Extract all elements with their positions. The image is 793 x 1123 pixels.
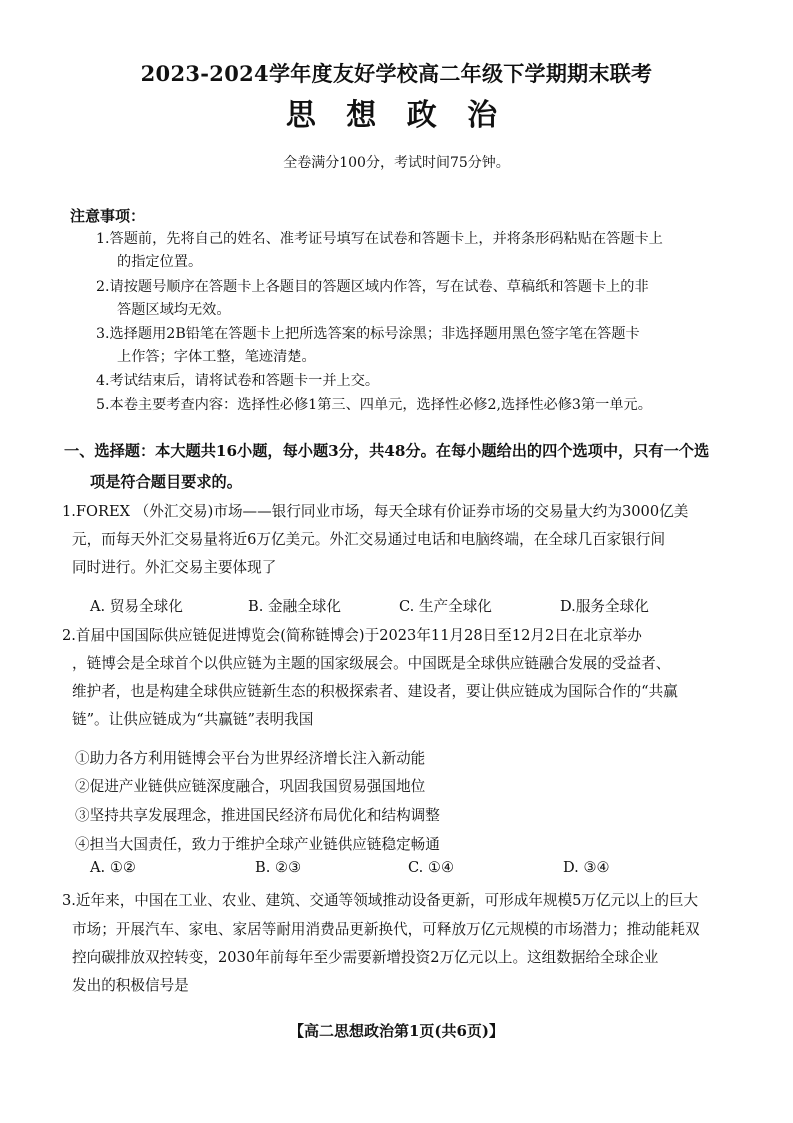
question-2-line: 2.首届中国国际供应链促进博览会(简称链博会)于2023年11月28日至12月2日在北京举办 xyxy=(62,627,642,644)
question-1-option-a: A. 贸易全球化 xyxy=(90,598,183,615)
question-2-statement-2: ②促进产业链供应链深度融合，巩固我国贸易强国地位 xyxy=(75,778,426,795)
notice-heading: 注意事项： xyxy=(70,207,146,225)
notice-item-3-cont: 上作答；字体工整，笔迹清楚。 xyxy=(117,349,316,365)
question-1-line: 1.FOREX （外汇交易)市场——银行同业市场，每天全球有价证券市场的交易量大约为3000亿美 xyxy=(62,503,689,520)
question-2-option-b: B. ②③ xyxy=(255,859,302,876)
notice-item-5: 5.本卷主要考查内容：选择性必修1第三、四单元，选择性必修2,选择性必修3第一单元。 xyxy=(96,397,652,413)
question-1-option-c: C. 生产全球化 xyxy=(399,598,492,615)
question-3-line: 3.近年来，中国在工业、农业、建筑、交通等领域推动设备更新，可形成年规模5万亿元以上的巨大 xyxy=(62,892,699,909)
notice-item-2-cont: 答题区域均无效。 xyxy=(117,302,231,318)
question-3-line: 市场；开展汽车、家电、家居等耐用消费品更新换代，可释放万亿元规模的市场潜力；推动能耗双 xyxy=(72,921,700,938)
notice-item-4: 4.考试结束后，请将试卷和答题卡一并上交。 xyxy=(96,373,380,389)
question-2-statement-1: ①助力各方利用链博会平台为世界经济增长注入新动能 xyxy=(75,750,426,767)
question-2-option-c: C. ①④ xyxy=(408,859,455,876)
notice-item-2: 2.请按题号顺序在答题卡上各题目的答题区域内作答，写在试卷、草稿纸和答题卡上的非 xyxy=(96,279,649,295)
question-1-line: 同时进行。外汇交易主要体现了 xyxy=(72,559,277,576)
question-2-statement-4: ④担当大国责任，致力于维护全球产业链供应链稳定畅通 xyxy=(75,836,440,853)
question-3-line: 控向碳排放双控转变，2030年前每年至少需要新增投资2万亿元以上。这组数据给全球企业 xyxy=(72,949,659,966)
section-heading-cont: 项是符合题目要求的。 xyxy=(90,473,242,491)
question-2-line: 维护者，也是构建全球供应链新生态的积极探索者、建设者，要让供应链成为国际合作的“共赢 xyxy=(72,683,678,700)
notice-item-1-cont: 的指定位置。 xyxy=(117,254,203,270)
page-footer: 【高二思想政治第1页(共6页)】 xyxy=(288,1022,505,1040)
question-2-option-d: D. ③④ xyxy=(563,859,610,876)
exam-title: 2023-2024学年度友好学校高二年级下学期期末联考 xyxy=(140,61,653,86)
notice-item-3: 3.选择题用2B铅笔在答题卡上把所选答案的标号涂黑；非选择题用黑色签字笔在答题卡 xyxy=(96,326,640,342)
question-1-option-b: B. 金融全球化 xyxy=(248,598,341,615)
section-heading: 一、选择题：本大题共16小题，每小题3分，共48分。在每小题给出的四个选项中，只有一个选 xyxy=(64,442,710,460)
question-3-line: 发出的积极信号是 xyxy=(72,977,189,994)
exam-subject: 思 想 政 治 xyxy=(285,98,508,133)
notice-item-1: 1.答题前，先将自己的姓名、准考证号填写在试卷和答题卡上，并将条形码粘贴在答题卡上 xyxy=(96,231,663,247)
question-1-option-d: D.服务全球化 xyxy=(560,598,649,615)
question-2-line: 链”。让供应链成为“共赢链”表明我国 xyxy=(72,711,314,728)
question-2-option-a: A. ①② xyxy=(90,859,136,876)
score-info: 全卷满分100分，考试时间75分钟。 xyxy=(283,155,510,171)
question-2-line: ，链博会是全球首个以供应链为主题的国家级展会。中国既是全球供应链融合发展的受益者、 xyxy=(72,655,671,672)
question-1-line: 元，而每天外汇交易量将近6万亿美元。外汇交易通过电话和电脑终端，在全球几百家银行间 xyxy=(72,531,666,548)
question-2-statement-3: ③坚持共享发展理念，推进国民经济布局优化和结构调整 xyxy=(75,807,440,824)
